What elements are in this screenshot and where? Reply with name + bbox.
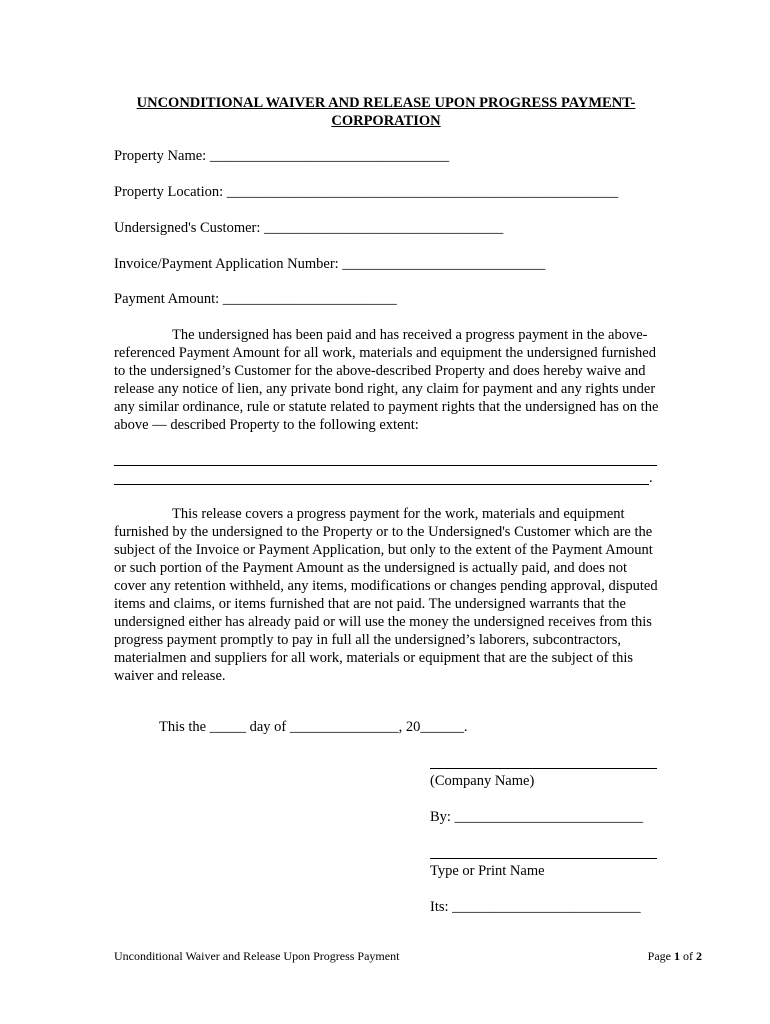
print-name-signature-line — [430, 858, 657, 859]
its-title-field: Its: __________________________ — [430, 899, 641, 915]
undersigned-customer-field: Undersigned's Customer: _________________________________ — [114, 220, 504, 236]
page-label: Page — [647, 949, 674, 963]
extent-period: . — [649, 470, 653, 486]
page-current: 1 — [674, 949, 680, 963]
page-total: 2 — [696, 949, 702, 963]
property-name-field: Property Name: _________________________________ — [114, 148, 450, 164]
property-location-field: Property Location: ______________________________________________________ — [114, 184, 619, 200]
payment-amount-field: Payment Amount: ________________________ — [114, 291, 397, 307]
paragraph-release-covers — [114, 505, 662, 685]
title-line-1: UNCONDITIONAL WAIVER AND RELEASE UPON PROGRESS PAYMENT- — [136, 95, 636, 111]
company-name-label: (Company Name) — [430, 773, 535, 789]
paragraph-release-covers-text: This release covers a progress payment for the work, materials and equipment furnished by the undersigned to the Property or to the Undersigned's Customer which are the subject of the Invoice or Payment Application, but only to the extent of the Payment Amount or such portion of the Payment Amount as the undersigned is actually paid, and does not cover any retention withheld, any items, modifications or changes pending approval, disputed items and claims, or items furnished that are not paid. The undersigned warrants that the undersigned either has already paid or will use the money the undersigned receives from this progress payment promptly to pay in full all the undersigned’s laborers, subcontractors, materialmen and suppliers for all work, materials or equipment that are the subject of this waiver and release. — [114, 506, 658, 684]
page-of: of — [680, 949, 696, 963]
company-name-signature-line — [430, 768, 657, 769]
footer-document-title: Unconditional Waiver and Release Upon Progress Payment — [114, 949, 400, 963]
extent-line-1 — [114, 465, 657, 466]
paragraph-payment-received-text: The undersigned has been paid and has received a progress payment in the above-referenced Payment Amount for all work, materials and equipment the undersigned furnished to the undersigned’s Customer for the above-described Property and does hereby waive and release any notice of lien, any private bond right, any claim for payment and any rights under any similar ordinance, rule or statute related to payment rights that the undersigned has on the above — described Property to the following extent: — [114, 327, 659, 433]
type-or-print-name-label: Type or Print Name — [430, 863, 545, 879]
extent-line-2 — [114, 484, 649, 485]
by-signature-field: By: __________________________ — [430, 809, 644, 825]
title-line-2: CORPORATION — [331, 113, 441, 129]
document-title — [114, 94, 658, 130]
paragraph-payment-received — [114, 326, 662, 434]
invoice-number-field: Invoice/Payment Application Number: ____________________________ — [114, 256, 546, 272]
footer-page-number — [648, 949, 702, 963]
date-line: This the _____ day of _______________, 20______. — [159, 719, 468, 735]
